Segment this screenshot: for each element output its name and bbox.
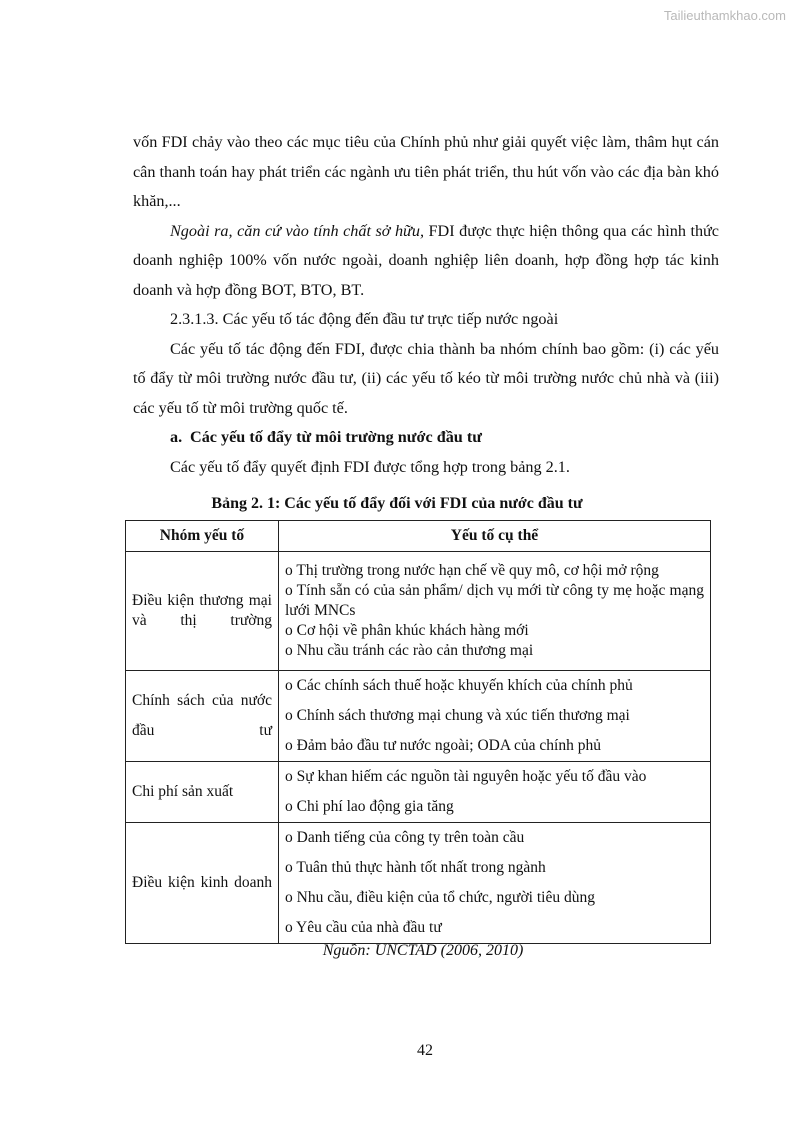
factor-item: o Thị trường trong nước hạn chế về quy mô, cơ hội mở rộng [285,562,659,579]
subheading-text: Các yếu tố đẩy từ môi trường nước đầu tư [190,428,482,446]
subheading-letter: a. [170,428,183,446]
factor-item: o Chính sách thương mại chung và xúc tiến thương mại [285,707,630,724]
table-header-row [126,521,711,552]
factor-item: o Cơ hội về phân khúc khách hàng mới [285,622,529,639]
factor-item: o Danh tiếng của công ty trên toàn cầu [285,829,525,846]
factor-item: o Chi phí lao động gia tăng [285,798,454,815]
paragraph-2-italic: Ngoài ra, căn cứ vào tính chất sở hữu, [170,221,425,240]
factors-cell [279,552,711,671]
factor-item: o Đảm bảo đầu tư nước ngoài; ODA của chính phủ [285,737,601,754]
group-cell: Điều kiện thương mại và thị trường [126,552,279,671]
factor-item: o Nhu cầu tránh các rào cản thương mại [285,642,534,659]
table-caption: Bảng 2. 1: Các yếu tố đẩy đối với FDI của nước đầu tư [211,495,583,512]
factor-item: o Sự khan hiếm các nguồn tài nguyên hoặc yếu tố đầu vào [285,768,647,785]
factor-item: o Tính sẵn có của sản phẩm/ dịch vụ mới từ công ty mẹ hoặc mạng lưới MNCs [285,582,704,619]
group-cell: Chính sách của nước đầu tư [126,671,279,762]
factor-item: o Nhu cầu, điều kiện của tổ chức, người tiêu dùng [285,889,595,906]
watermark: Tailieuthamkhao.com [663,8,786,23]
factor-item: o Yêu cầu của nhà đầu tư [285,919,442,936]
table-row [126,823,711,944]
paragraph-2 [133,217,719,306]
push-factors-table [125,520,711,944]
table-row [126,552,711,671]
factor-item: o Tuân thủ thực hành tốt nhất trong ngành [285,859,546,876]
group-cell: Chi phí sản xuất [126,762,279,823]
factors-cell [279,762,711,823]
factors-cell [279,823,711,944]
table-source: Nguồn: UNCTAD (2006, 2010) [322,942,524,959]
table-row [126,762,711,823]
paragraph-5: Các yếu tố đẩy quyết định FDI được tổng hợp trong bảng 2.1. [170,457,570,476]
page-number: 42 [417,1042,433,1059]
section-title-2-3-1-3: 2.3.1.3. Các yếu tố tác động đến đầu tư trực tiếp nước ngoài [170,310,559,328]
body-text [133,128,719,482]
factors-cell [279,671,711,762]
header-group: Nhóm yếu tố [126,521,279,552]
table-row [126,671,711,762]
factor-item: o Các chính sách thuế hoặc khuyến khích của chính phủ [285,677,633,694]
group-cell: Điều kiện kinh doanh [126,823,279,944]
header-factors: Yếu tố cụ thể [279,521,711,552]
paragraph-2-rest: FDI được thực hiện thông qua các hình thức doanh nghiệp 100% vốn nước ngoài, doanh nghiệp liên doanh, hợp đồng hợp tác kinh doanh và hợp đồng BOT, BTO, BT. [133,221,719,299]
paragraph-1: vốn FDI chảy vào theo các mục tiêu của Chính phủ như giải quyết việc làm, thâm hụt cán cân thanh toán hay phát triển các ngành ưu tiên phát triển, thu hút vốn vào các địa bàn khó khăn,... [133,133,719,210]
subheading-a [133,423,719,453]
paragraph-4: Các yếu tố tác động đến FDI, được chia thành ba nhóm chính bao gồm: (i) các yếu tố đẩy từ môi trường nước đầu tư, (ii) các yếu tố kéo từ môi trường nước chủ nhà và (iii) các yếu tố từ môi trường quốc tế. [133,339,719,417]
